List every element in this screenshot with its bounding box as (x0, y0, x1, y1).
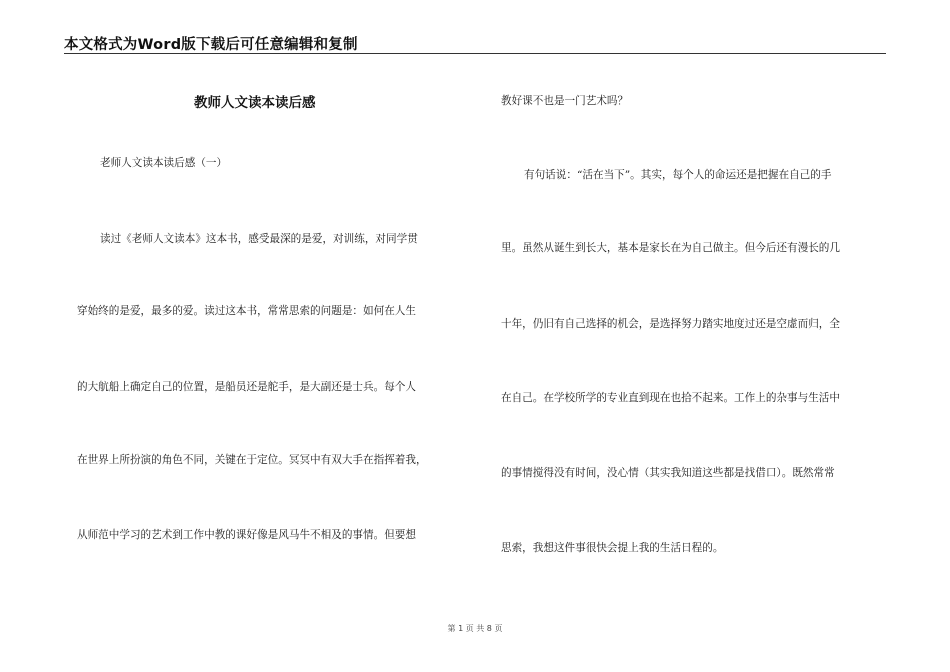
document-header: 本文格式为Word版下载后可任意编辑和复制 (64, 37, 358, 53)
left-column (77, 0, 467, 672)
paragraph-line: 在世界上所扮演的角色不同，关键在于定位。冥冥中有双大手在指挥着我， (77, 454, 427, 466)
document-title: 教师人文读本读后感 (194, 95, 316, 111)
paragraph-subtitle: 老师人文读本读后感（一） (100, 157, 228, 169)
paragraph-line: 在自己。在学校所学的专业直到现在也拾不起来。工作上的杂事与生活中 (501, 392, 840, 404)
paragraph-line: 教好课不也是一门艺术吗？ (501, 95, 629, 107)
paragraph-line: 读过《老师人文读本》这本书，感受最深的是爱，对训练，对同学贯 (100, 233, 418, 245)
paragraph-line: 思索，我想这件事很快会提上我的生活日程的。 (501, 542, 724, 554)
paragraph-line: 从师范中学习的艺术到工作中教的课好像是风马牛不相及的事情。但要想 (77, 529, 416, 541)
paragraph-line: 有句话说：“活在当下”。其实，每个人的命运还是把握在自己的手 (524, 169, 832, 181)
right-column (501, 0, 891, 672)
paragraph-line: 的大航船上确定自己的位置，是船员还是舵手，是大副还是士兵。每个人 (77, 381, 416, 393)
page-number-footer: 第 1 页 共 8 页 (447, 624, 503, 633)
paragraph-line: 里。虽然从诞生到长大，基本是家长在为自己做主。但今后还有漫长的几 (501, 242, 840, 254)
paragraph-line: 穿始终的是爱，最多的爱。读过这本书，常常思索的问题是：如何在人生 (77, 305, 416, 317)
paragraph-line: 的事情搅得没有时间，没心情（其实我知道这些都是找借口）。既然常常 (501, 467, 835, 479)
paragraph-line: 十年，仍旧有自己选择的机会，是选择努力踏实地度过还是空虚而归，全 (501, 318, 840, 330)
